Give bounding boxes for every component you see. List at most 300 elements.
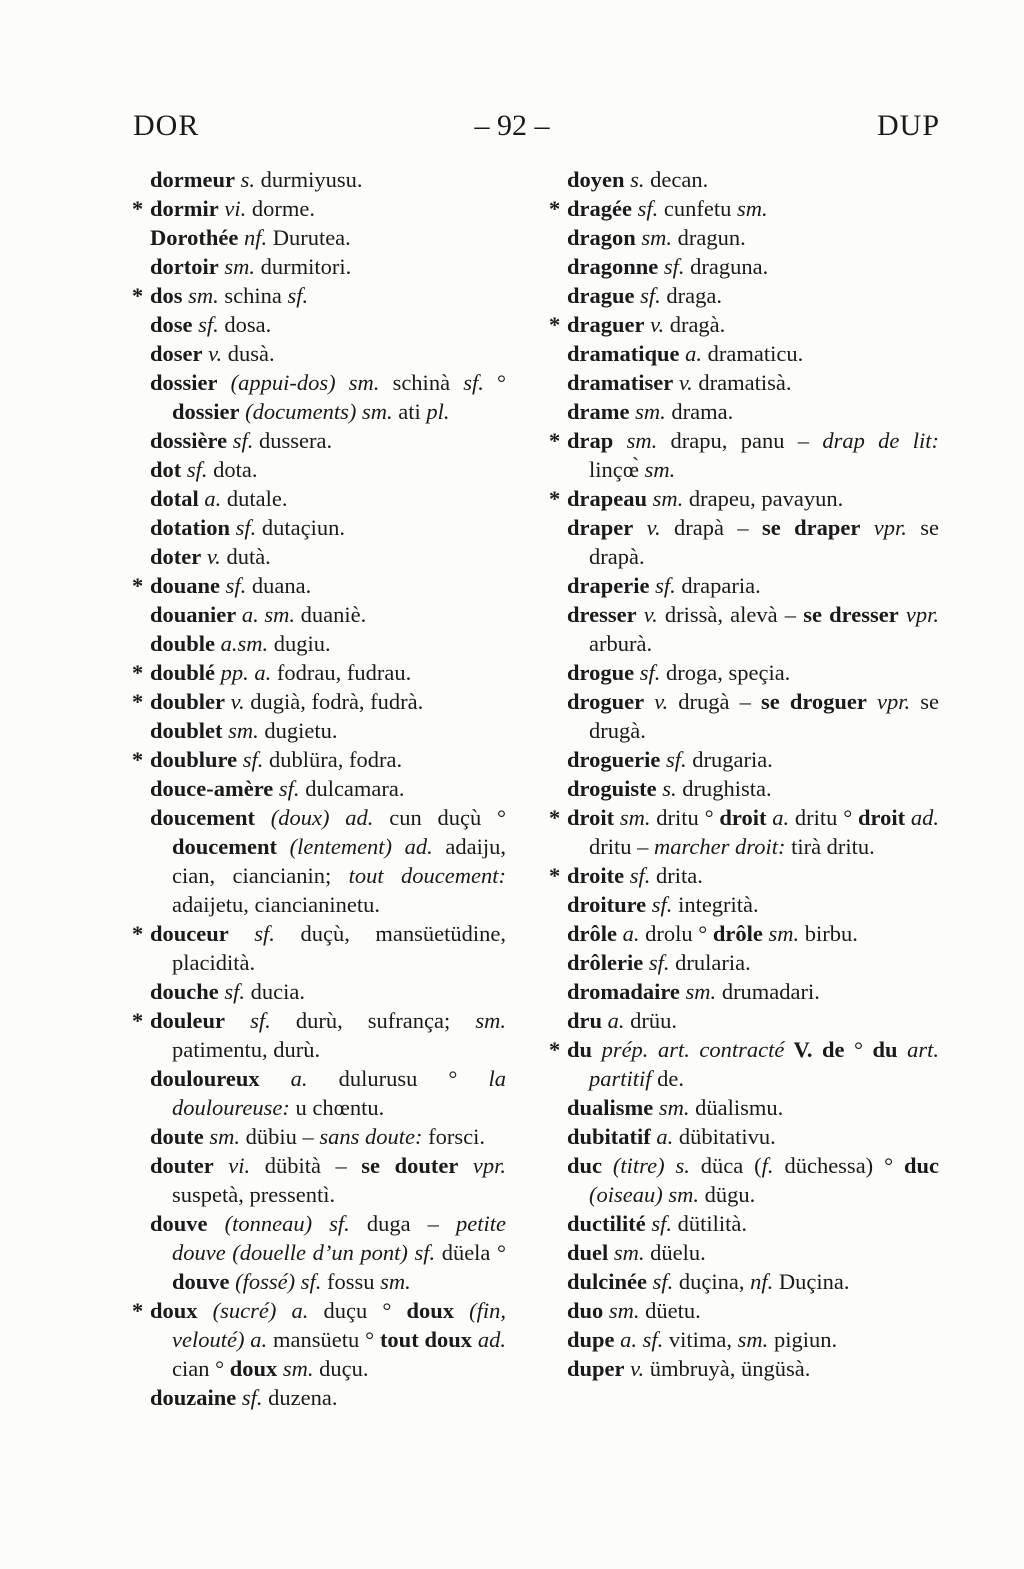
entry-text: dügu.	[699, 1182, 756, 1207]
entry-text: sm.	[614, 805, 651, 830]
entry-text: drapà –	[660, 515, 762, 540]
entry-text: dütilità.	[672, 1211, 748, 1236]
entry-text: droga, speçia.	[660, 660, 791, 685]
entry-text: vi.	[218, 196, 247, 221]
entry-text: düelu.	[644, 1240, 706, 1265]
asterisk-marker: *	[132, 660, 144, 685]
headword: dossier	[150, 370, 218, 395]
entry-text: se draper	[761, 515, 861, 540]
asterisk-marker: *	[132, 573, 144, 598]
entry-text: vitima,	[663, 1327, 733, 1352]
entry-text: (appui-dos)	[217, 370, 336, 395]
entry-text: du	[872, 1037, 898, 1062]
dictionary-entry	[567, 1093, 939, 1122]
entry-text: petite douve (douelle d’un pont)	[172, 1211, 506, 1265]
entry-text: drissà, alevà –	[657, 602, 804, 627]
headword: droit	[567, 805, 615, 830]
entry-text: duaniè.	[295, 602, 367, 627]
dictionary-entry	[567, 919, 939, 948]
entry-text: v.	[624, 1356, 645, 1381]
entry-text: s.	[234, 167, 255, 192]
headword: double	[150, 631, 216, 656]
entry-text: °	[844, 1037, 873, 1062]
entry-text: u chœntu.	[289, 1095, 385, 1120]
headword: dormir	[150, 196, 219, 221]
entry-text: sf.	[312, 1211, 350, 1236]
entry-text: (tonneau)	[207, 1211, 313, 1236]
dictionary-entry	[150, 310, 506, 339]
entry-text: düela °	[435, 1240, 506, 1265]
entry-text: drama.	[665, 399, 734, 424]
entry-text: düchessa) °	[773, 1153, 904, 1178]
headword: dramatique	[567, 341, 680, 366]
dictionary-entry	[567, 1209, 939, 1238]
dictionary-entry	[567, 397, 939, 426]
entry-text: duçu °	[308, 1298, 407, 1323]
entry-text: sf.	[237, 747, 264, 772]
dictionary-entry	[150, 252, 506, 281]
entry-text: vpr.	[458, 1153, 506, 1178]
entry-text: fossu	[321, 1269, 375, 1294]
headword: doucement	[150, 805, 255, 830]
headword: dupe	[567, 1327, 615, 1352]
entry-text: adaiju, cian, ciancianin;	[172, 834, 507, 888]
entry-text: sm.	[277, 1356, 314, 1381]
dictionary-entry	[567, 948, 939, 977]
entry-text: sm.	[450, 1008, 506, 1033]
entry-text: tout doux	[379, 1327, 473, 1352]
entry-text: ad.	[905, 805, 940, 830]
entry-text: drap de lit:	[822, 428, 939, 453]
entry-text: douve	[172, 1269, 230, 1294]
dictionary-entry	[567, 513, 939, 571]
entry-text: drôle	[712, 921, 763, 946]
entry-text: droit	[719, 805, 767, 830]
entry-text: duga –	[349, 1211, 457, 1236]
entry-text: sf.	[634, 283, 661, 308]
entry-text: durmitori.	[255, 254, 352, 279]
entry-text: sf.	[236, 1385, 263, 1410]
headword: draperie	[567, 573, 650, 598]
entry-text: sf.	[647, 1269, 674, 1294]
entry-text: ad.	[329, 805, 374, 830]
entry-text: sf.	[273, 776, 300, 801]
entry-text: sm.	[662, 1182, 699, 1207]
headword: drague	[567, 283, 635, 308]
entry-text: sm.	[653, 1095, 690, 1120]
entry-text: dutaçiun.	[256, 515, 346, 540]
entry-text: cunfetu	[658, 196, 732, 221]
headword: douleur	[150, 1008, 226, 1033]
dictionary-entry	[150, 339, 506, 368]
dictionary-entry	[549, 1035, 939, 1093]
asterisk-marker: *	[549, 805, 561, 830]
entry-text: draparia.	[675, 573, 761, 598]
entry-text: tout doucement:	[348, 863, 506, 888]
dictionary-entry	[150, 455, 506, 484]
dictionary-entry	[549, 803, 940, 861]
entry-text: a.	[244, 1327, 268, 1352]
entry-text: dübità –	[250, 1153, 362, 1178]
dictionary-entry	[150, 774, 506, 803]
headword: doublet	[150, 718, 223, 743]
headword: ductilité	[567, 1211, 646, 1236]
guide-word-right: DUP	[876, 109, 940, 142]
entry-text: a. sm.	[236, 602, 296, 627]
entry-text: v.	[644, 312, 665, 337]
entry-text: sf.	[450, 370, 484, 395]
headword: dot	[150, 457, 182, 482]
dictionary-entry	[150, 716, 506, 745]
entry-text: a.	[602, 1008, 625, 1033]
entry-text: a.	[650, 1124, 674, 1149]
entry-text: a.	[679, 341, 702, 366]
dictionary-entry	[150, 484, 506, 513]
headword: dragon	[567, 225, 636, 250]
entry-text: sf.	[645, 1211, 673, 1236]
headword: drôle	[567, 921, 617, 946]
entry-text: durmiyusu.	[255, 167, 363, 192]
headword: doyen	[567, 167, 625, 192]
entry-text: drughista.	[676, 776, 772, 801]
entry-text: nf.	[744, 1269, 774, 1294]
asterisk-marker: *	[132, 283, 144, 308]
dictionary-entry	[567, 1006, 939, 1035]
headword: doublé	[150, 660, 216, 685]
dictionary-entry	[567, 223, 939, 252]
entry-text: dugietu.	[258, 718, 338, 743]
entry-text: pigiun.	[768, 1327, 838, 1352]
headword: draguer	[567, 312, 645, 337]
headword: droiture	[567, 892, 647, 917]
entry-text: sm.	[218, 254, 255, 279]
entry-text: a.	[766, 805, 790, 830]
entry-text: dutà.	[220, 544, 271, 569]
dictionary-entry	[132, 571, 506, 600]
entry-text: sm.	[639, 457, 676, 482]
headword: doute	[150, 1124, 204, 1149]
entry-text: durù, sufrança;	[270, 1008, 451, 1033]
dictionary-entry	[132, 687, 506, 716]
dictionary-entry	[549, 310, 939, 339]
dictionary-entry	[132, 919, 506, 977]
entry-text: dublüra, fodra.	[263, 747, 403, 772]
entry-text: sf.	[631, 196, 659, 221]
headword: dresser	[567, 602, 637, 627]
entry-text: sf.	[181, 457, 208, 482]
entry-text: suspetà, pressentì.	[172, 1182, 336, 1207]
headword: dotal	[150, 486, 199, 511]
dictionary-entry	[150, 1383, 506, 1412]
entry-text: schinà	[379, 370, 451, 395]
entry-text: duana.	[246, 573, 312, 598]
headword: dru	[567, 1008, 603, 1033]
entry-text: art. partitif	[589, 1037, 939, 1091]
headword: drap	[567, 428, 614, 453]
entry-text: sm.	[203, 1124, 241, 1149]
dictionary-entry	[567, 745, 939, 774]
dictionary-entry	[132, 281, 506, 310]
dictionary-entry	[150, 1209, 506, 1296]
dictionary-entry	[567, 165, 939, 194]
entry-text: drugà –	[668, 689, 761, 714]
entry-text: sm.	[182, 283, 219, 308]
headword: dormeur	[150, 167, 235, 192]
entry-text: (sucré)	[197, 1298, 277, 1323]
entry-text: (lentement)	[277, 834, 393, 859]
entry-text: a.	[617, 921, 640, 946]
dictionary-entry	[567, 977, 939, 1006]
asterisk-marker: *	[132, 1298, 144, 1323]
entry-text: s.	[664, 1153, 690, 1178]
dictionary-entry	[132, 1296, 507, 1383]
entry-text: dramaticu.	[702, 341, 804, 366]
entry-text: v.	[636, 602, 658, 627]
entry-text: se droguer	[760, 689, 867, 714]
entry-text: sm.	[635, 225, 673, 250]
entry-text: sm.	[647, 486, 684, 511]
entry-text: duçù, mansüetüdine, placidità.	[172, 921, 506, 975]
entry-text: duçu.	[313, 1356, 369, 1381]
entry-text: s.	[624, 167, 645, 192]
dictionary-entry	[549, 426, 939, 484]
dictionary-entry	[567, 1122, 939, 1151]
entry-text: sm.	[732, 1327, 769, 1352]
entry-text: ümbruyà, üngüsà.	[644, 1356, 811, 1381]
headword: dos	[150, 283, 183, 308]
dictionary-entry	[567, 1238, 939, 1267]
headword: doublure	[150, 747, 238, 772]
entry-text: dossier	[172, 399, 240, 424]
dictionary-entry	[567, 1325, 939, 1354]
headword: duc	[567, 1153, 603, 1178]
entry-text: (documents)	[239, 399, 357, 424]
entry-text: sm.	[731, 196, 768, 221]
headword: douane	[150, 573, 221, 598]
dictionary-entry	[549, 194, 939, 223]
entry-text: integrità.	[672, 892, 759, 917]
asterisk-marker: *	[132, 747, 144, 772]
dictionary-entry	[150, 513, 506, 542]
entry-text: a.	[259, 1066, 308, 1091]
entry-text: drapu, panu –	[657, 428, 823, 453]
headword: duo	[567, 1298, 604, 1323]
page-number: – 92 –	[474, 109, 550, 142]
entry-text: drolu °	[639, 921, 713, 946]
headword: draper	[567, 515, 634, 540]
headword: douanier	[150, 602, 237, 627]
entry-text: Duçina.	[773, 1269, 850, 1294]
entry-text: schina	[218, 283, 282, 308]
dictionary-entry	[567, 281, 939, 310]
dictionary-entry	[567, 890, 939, 919]
entry-text: duzena.	[262, 1385, 338, 1410]
entry-text: sf.	[634, 660, 661, 685]
entry-text: drapeu, pavayun.	[683, 486, 844, 511]
entry-text: duc	[903, 1153, 939, 1178]
entry-text: a. sf.	[614, 1327, 664, 1352]
entry-text: decan.	[644, 167, 709, 192]
entry-text: dusà.	[222, 341, 275, 366]
entry-text: ati	[392, 399, 421, 424]
entry-text: dorme.	[246, 196, 315, 221]
asterisk-marker: *	[132, 921, 144, 946]
entry-text: dritu –	[589, 834, 654, 859]
headword: douceur	[150, 921, 229, 946]
entry-text: dragun.	[672, 225, 746, 250]
dictionary-column-right	[549, 165, 940, 1383]
entry-text: dosa.	[218, 312, 272, 337]
headword: droguerie	[567, 747, 661, 772]
entry-text: vi.	[213, 1153, 251, 1178]
entry-text: (oiseau)	[589, 1182, 663, 1207]
dictionary-entry	[567, 1267, 939, 1296]
entry-text: se drugà.	[589, 689, 939, 743]
entry-text: Durutea.	[267, 225, 351, 250]
entry-text: linçœ̀	[589, 457, 639, 482]
entry-text: drularia.	[669, 950, 751, 975]
entry-text: adaijetu, ciancianinetu.	[172, 892, 381, 917]
entry-text: tirà dritu.	[785, 834, 875, 859]
entry-text: ad.	[392, 834, 433, 859]
entry-text: ad.	[472, 1327, 507, 1352]
entry-text: düetu.	[639, 1298, 701, 1323]
entry-text: duçina,	[673, 1269, 745, 1294]
entry-text: pl.	[420, 399, 450, 424]
dictionary-entry	[567, 571, 939, 600]
entry-text: se drapà.	[589, 515, 940, 569]
dictionary-entry	[150, 426, 506, 455]
entry-text: dulcamara.	[299, 776, 405, 801]
entry-text: sf.	[227, 428, 254, 453]
entry-text: v.	[644, 689, 669, 714]
dictionary-entry	[132, 194, 506, 223]
asterisk-marker: *	[549, 1037, 561, 1062]
entry-text: düca (	[689, 1153, 762, 1178]
dictionary-entry	[150, 629, 506, 658]
entry-text: vpr.	[860, 515, 907, 540]
entry-text: sf.	[225, 1008, 271, 1033]
asterisk-marker: *	[549, 312, 561, 337]
asterisk-marker: *	[549, 428, 561, 453]
headword: dotation	[150, 515, 231, 540]
dictionary-entry	[567, 774, 939, 803]
entry-text: se douter	[361, 1153, 459, 1178]
entry-text: v.	[673, 370, 693, 395]
dictionary-entry	[150, 1151, 506, 1209]
entry-text: doux	[229, 1356, 278, 1381]
entry-text: dulurusu °	[307, 1066, 489, 1091]
entry-text: sf.	[220, 573, 247, 598]
entry-text: a.sm.	[215, 631, 269, 656]
entry-text: marcher droit:	[654, 834, 786, 859]
dictionary-entry	[567, 368, 939, 397]
entry-text: sm.	[222, 718, 259, 743]
entry-text: a.	[198, 486, 222, 511]
asterisk-marker: *	[132, 689, 144, 714]
entry-text: drüu.	[624, 1008, 678, 1033]
dictionary-entry	[150, 977, 506, 1006]
dictionary-entry	[567, 1354, 939, 1383]
dictionary-entry	[549, 484, 939, 513]
entry-text: ducia.	[245, 979, 306, 1004]
headword: douter	[150, 1153, 214, 1178]
entry-text: dübiu –	[240, 1124, 320, 1149]
asterisk-marker: *	[132, 196, 144, 221]
dictionary-entry	[150, 165, 506, 194]
entry-text: birbu.	[799, 921, 858, 946]
entry-text: doucement	[172, 834, 277, 859]
headword: dose	[150, 312, 193, 337]
entry-text: arburà.	[589, 631, 653, 656]
dictionary-entry	[567, 339, 939, 368]
entry-text: draga.	[660, 283, 722, 308]
entry-text: dutale.	[221, 486, 288, 511]
entry-text: v.	[225, 689, 245, 714]
headword: drogue	[567, 660, 635, 685]
entry-text: cian °	[172, 1356, 230, 1381]
entry-text: v.	[633, 515, 661, 540]
entry-text: sm.	[603, 1298, 640, 1323]
entry-text: (doux)	[255, 805, 330, 830]
entry-text: pp. a.	[215, 660, 272, 685]
entry-text: sf.	[643, 950, 670, 975]
entry-text: a.	[276, 1298, 309, 1323]
entry-text: sm.	[608, 1240, 645, 1265]
entry-text: cun duçù °	[373, 805, 506, 830]
headword: Dorothée	[150, 225, 239, 250]
asterisk-marker: *	[549, 863, 561, 888]
entry-text: sf.	[660, 747, 687, 772]
headword: dromadaire	[567, 979, 680, 1004]
headword: douloureux	[150, 1066, 260, 1091]
headword: douve	[150, 1211, 208, 1236]
headword: doux	[150, 1298, 198, 1323]
headword: dragonne	[567, 254, 659, 279]
entry-text: forsci.	[422, 1124, 486, 1149]
headword: douche	[150, 979, 219, 1004]
entry-text: sm.	[374, 1269, 411, 1294]
headword: dramatiser	[567, 370, 674, 395]
entry-text: drita.	[650, 863, 703, 888]
entry-text: (fin, velouté)	[172, 1298, 506, 1352]
entry-text: dugiu.	[268, 631, 331, 656]
entry-text: drumadari.	[716, 979, 820, 1004]
headword: dossière	[150, 428, 228, 453]
headword: drapeau	[567, 486, 648, 511]
headword: du	[567, 1037, 593, 1062]
dictionary-entry	[150, 368, 506, 426]
entry-text: sm.	[356, 399, 393, 424]
entry-text: sf.	[192, 312, 219, 337]
headword: duel	[567, 1240, 609, 1265]
entry-text: sf.	[658, 254, 685, 279]
headword: duper	[567, 1356, 625, 1381]
headword: droguer	[567, 689, 645, 714]
entry-text: v.	[202, 341, 223, 366]
dictionary-column-left	[132, 165, 507, 1412]
entry-text: la douloureuse:	[172, 1066, 507, 1120]
headword: doser	[150, 341, 203, 366]
entry-text: sf.	[281, 283, 309, 308]
headword: douce-amère	[150, 776, 274, 801]
dictionary-entry	[132, 658, 506, 687]
headword: dulcinée	[567, 1269, 648, 1294]
entry-text: °	[483, 370, 506, 395]
asterisk-marker: *	[132, 1008, 144, 1033]
entry-text: sm.	[613, 428, 658, 453]
entry-text: sans doute:	[319, 1124, 423, 1149]
